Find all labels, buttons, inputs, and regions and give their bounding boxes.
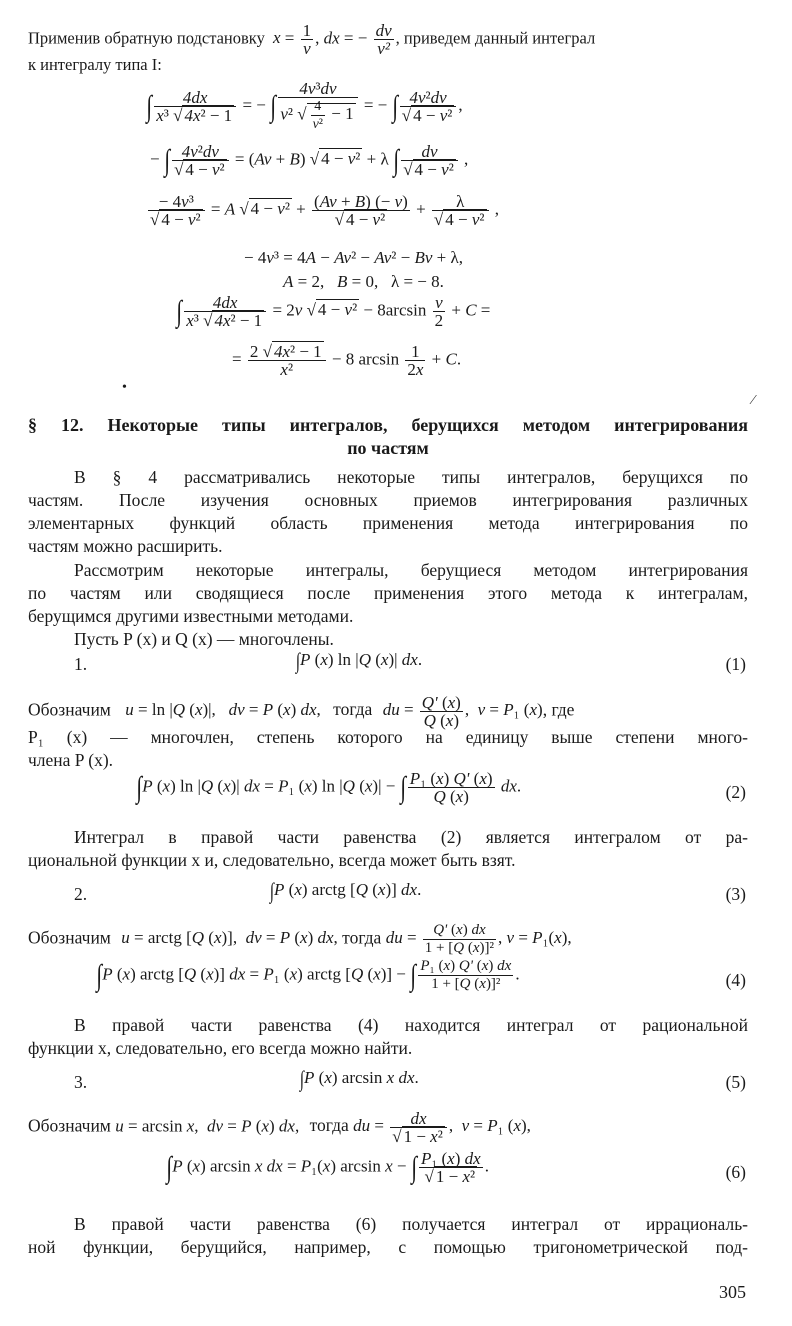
fraction-1-over-v: $\frac{1}{v}$ <box>302 21 312 58</box>
formula-2: ∫P (x) ln |Q (x)| dx = P₁ (x) ln |Q (x)| − ∫ $\frac{\text{P₁ (x) Q' (x)}}{Q (x)}$ dx. <box>136 769 522 806</box>
case3-integral: ∫P (x) arcsin x dx. <box>299 1066 419 1092</box>
para1-line-4: частям можно расширить. <box>28 536 223 556</box>
case3-remark-2: ной функции, берущийся, например, с помощью тригонометрической под- <box>28 1237 748 1257</box>
formula-coefficients: − 4v³ = 4A − Av² − Av² − Bv + λ, <box>244 248 463 267</box>
formula-derivative: $\frac{\text{− 4v³}}{\text{√ 4 − v²}}$ = A √ 4 − v² + $\frac{(Av + B) (- v)}{\text{√ 4 − v²}}$ + $\frac{\lambda}{\text{√ 4 − v²}}$ , <box>150 192 499 229</box>
case2-integral: ∫P (x) arctg [Q (x)] dx. <box>269 878 422 904</box>
formula-substitution: ∫ $\frac{4dx}{\text{x³ √ 4x² − 1}}$ = − ∫ 4v³dv v² √ $\frac{4}{\text{v²}}$ − 1 = − ∫ $\frac{\text{4v²dv}}{\text{√ 4 − v²}}$ , <box>146 79 463 132</box>
para1-line-1: В § 4 рассматривались некоторые типы интегралов, берущихся по <box>74 467 748 487</box>
case2-denote-line: Обозначим u = arctg [Q (x)], dv = P (x) dx, тогда du = $\frac{Q' (x) dx}{\text{1 + [Q (x)]²}}$ , v = P₁(x), <box>28 922 572 956</box>
formula-result-final: = $\frac{\text{2 √ 4x² − 1}}{\text{x²}}$ − 8 arcsin $\frac{1}{2x}$ + C. <box>232 342 462 379</box>
intro-line-2: к интегралу типа I: <box>28 55 162 74</box>
eq-label-4: (4) <box>725 970 746 990</box>
para2-line-2: по частям или сводящиеся после применения этого метода к интегралам, <box>28 583 748 603</box>
eq-label-6: (6) <box>725 1162 746 1182</box>
case1-denote-line: Обозначим u = ln |Q (x)|, dv = P (x) dx, тогда du = $\frac{Q' (x)}{Q (x)}$ , v = P₁ (x), где <box>28 693 575 730</box>
para2-let: Пусть P (x) и Q (x) — многочлены. <box>74 629 334 649</box>
eq-label-3: (3) <box>725 884 746 904</box>
case2-remark-1: В правой части равенства (4) находится интеграл от рациональной <box>74 1015 748 1035</box>
formula-4: ∫P (x) arctg [Q (x)] dx = P₁ (x) arctg [Q (x)] − ∫ $\frac{\text{P₁ (x) Q' (x) dx}}{\text{1 + [Q (x)]²}}$ . <box>96 958 520 992</box>
case3-denote-line: Обозначим u = arcsin x, dv = P (x) dx, тогда du = $\frac{dx}{\text{√ 1 − x²}}$ , v = P₁ (x), <box>28 1109 531 1146</box>
case3-number: 3. <box>74 1072 88 1092</box>
para2-line-1: Рассмотрим некоторые интегралы, берущиеся методом интегрирования <box>74 560 748 580</box>
formula-6: ∫P (x) arcsin x dx = P₁(x) arcsin x − ∫ $\frac{\text{P₁ (x) dx}}{\text{√ 1 − x²}}$ . <box>166 1149 489 1186</box>
section-title-line-1: § 12. Некоторые типы интегралов, берущихся методом интегрирования <box>28 415 748 435</box>
formula-solution: A = 2, B = 0, λ = − 8. <box>283 272 444 291</box>
case1-p1-line-2: члена P (x). <box>28 750 114 770</box>
case1-p1-line: P₁ (x) — многочлен, степень которого на единицу выше степени много- <box>28 727 748 747</box>
stray-mark: ⁄ <box>752 393 755 408</box>
case2-number: 2. <box>74 884 88 904</box>
section-heading <box>28 414 748 460</box>
case2-remark-2: функции x, следовательно, его всегда можно найти. <box>28 1038 413 1058</box>
case3-remark-1: В правой части равенства (6) получается интеграл от иррациональ- <box>74 1214 748 1234</box>
eq-label-2: (2) <box>725 782 746 802</box>
section-title-line-2: по частям <box>347 438 429 458</box>
para1-line-2: частям. После изучения основных приемов интегрирования различных <box>28 490 748 510</box>
case1-remark-1: Интеграл в правой части равенства (2) является интегралом от ра- <box>74 827 748 847</box>
para2-line-3: берущимся другими известными методами. <box>28 606 354 626</box>
case1-number: 1. <box>74 654 88 674</box>
para1-line-3: элементарных функций область применения метода интегрирования по <box>28 513 748 533</box>
case1-integral: ∫P (x) ln |Q (x)| dx. <box>295 648 423 674</box>
formula-ostrogradsky: − ∫ $\frac{\text{4v²dv}}{\text{√ 4 − v²}}$ = (Av + B) √ 4 − v² + λ ∫ $\frac{dv}{\text{√ 4 − v²}}$ , <box>150 142 469 179</box>
case1-remark-2: циональной функции x и, следовательно, всегда может быть взят. <box>28 850 516 870</box>
intro-line-1: Применив обратную подстановку x = $\frac{1}{v}$ , dx = − $\frac{dv}{\text{v²}}$ , приведем данный интеграл <box>28 21 596 58</box>
page-number: 305 <box>719 1282 746 1302</box>
fraction-dv-over-v2: $\frac{dv}{\text{v²}}$ <box>375 21 392 58</box>
eq-label-5: (5) <box>725 1072 746 1092</box>
stray-dot: • <box>122 380 127 395</box>
eq-label-1: (1) <box>725 654 746 674</box>
formula-result: ∫ $\frac{4dx}{\text{x³ √ 4x² − 1}}$ = 2v √ 4 − v² − 8arcsin $\frac{v}{2}$ + C = <box>176 293 491 330</box>
